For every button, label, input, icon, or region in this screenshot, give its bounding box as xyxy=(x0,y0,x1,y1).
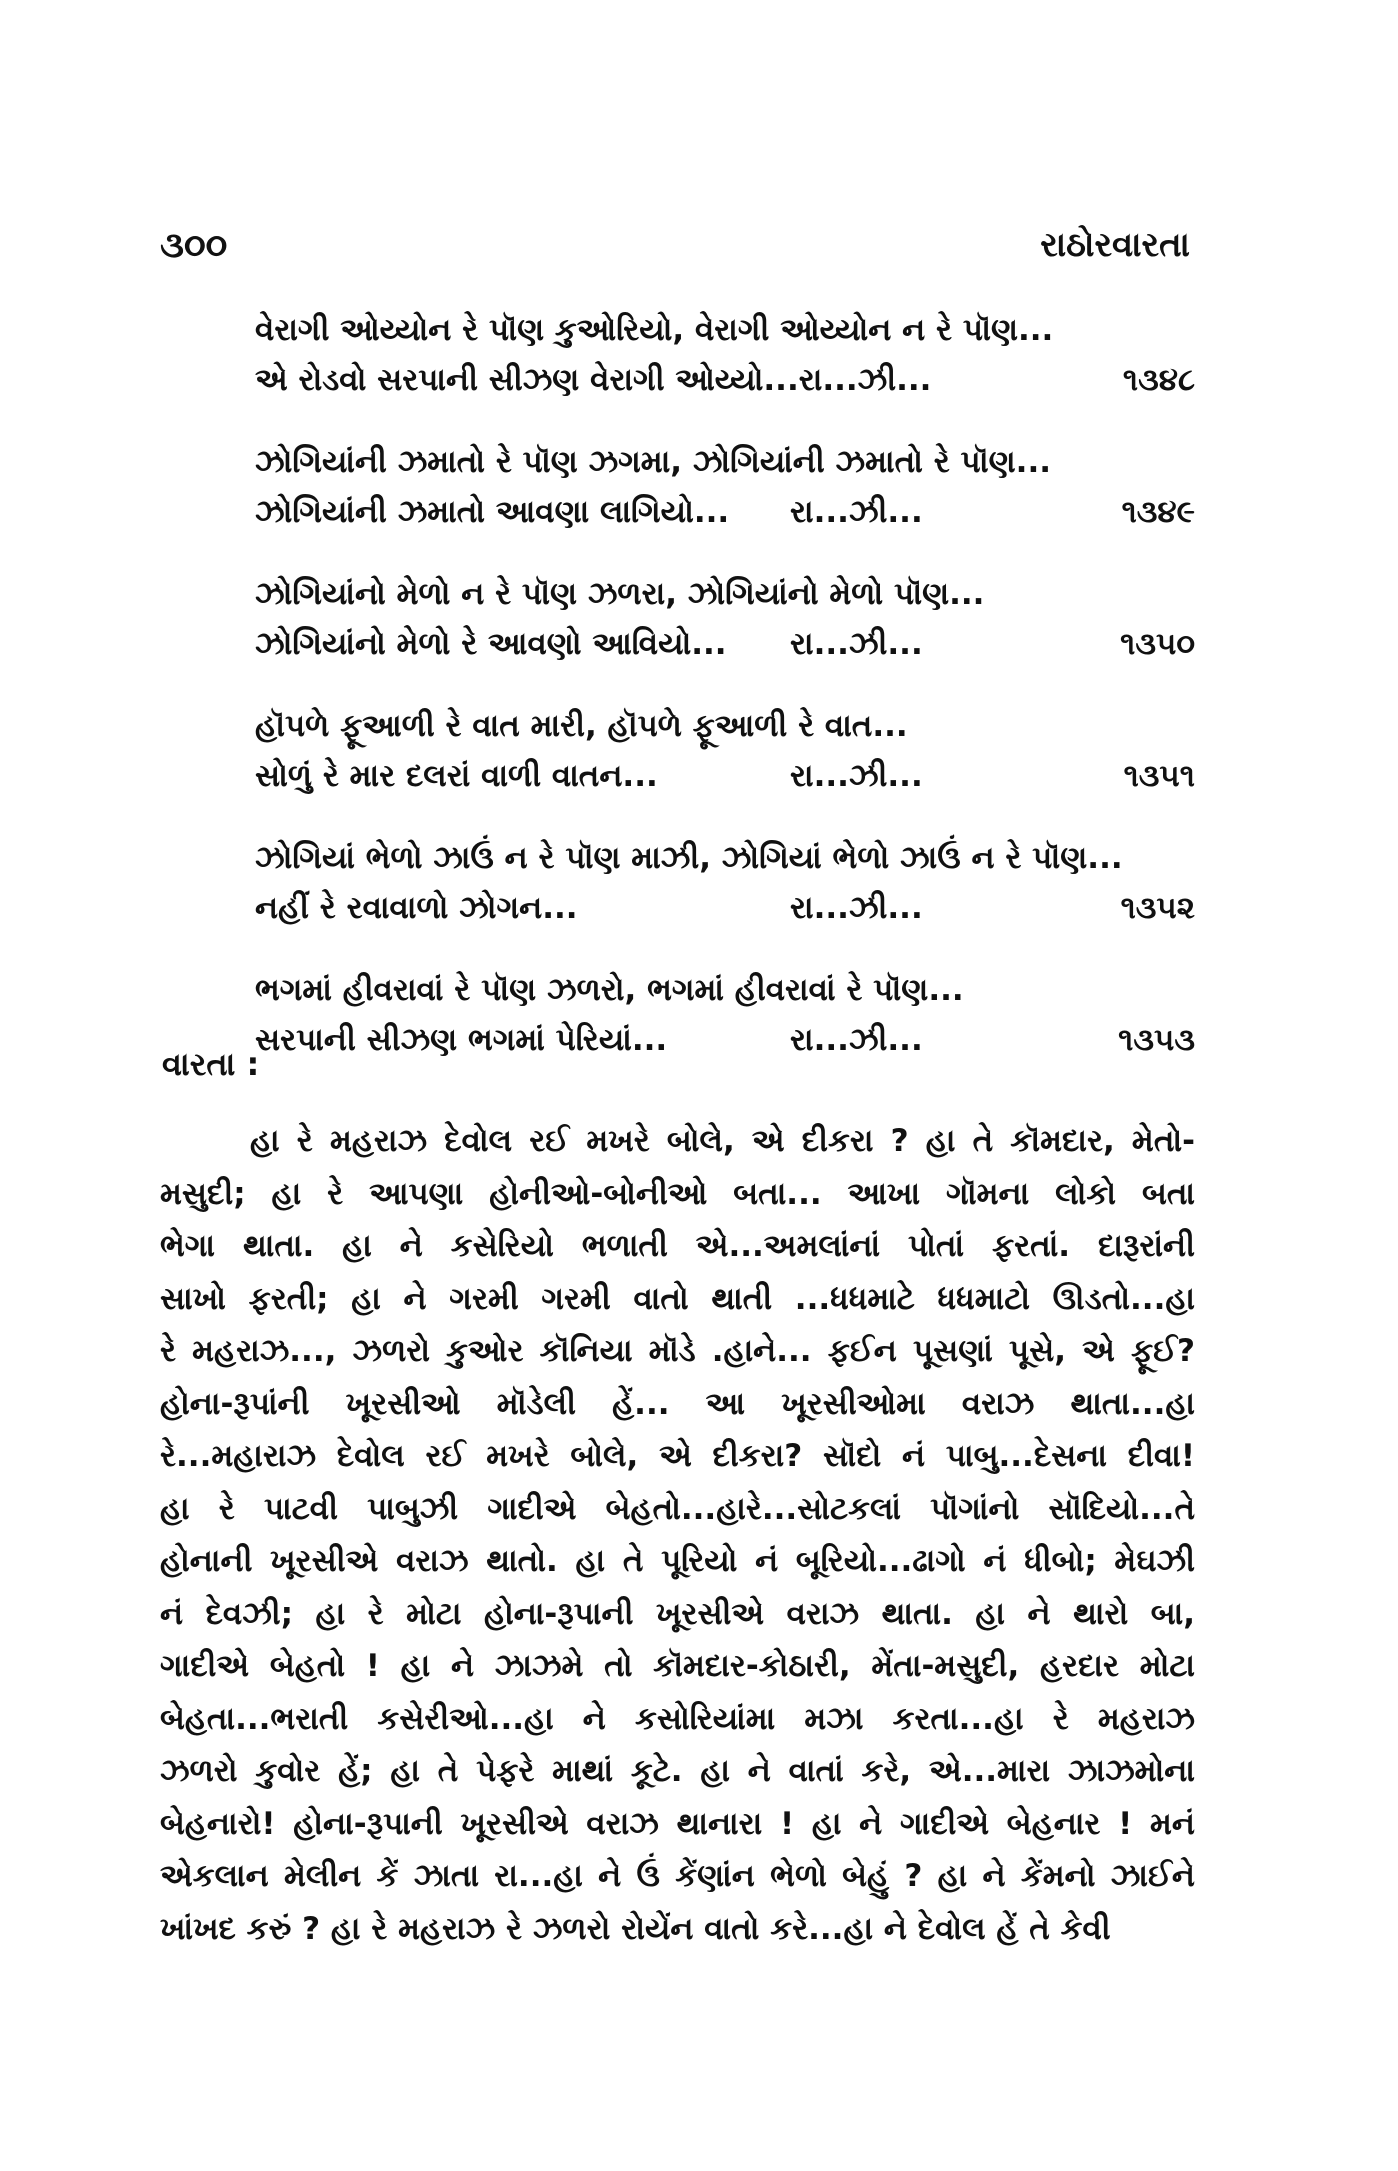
verse-text: એ રોડવો સરપાની સીઝણ વેરાગી ઓય્યો...રા...ઝી... xyxy=(255,362,932,398)
prose-line: ઝળરો કુવોર હેં; હા તે પેફરે માથાં કૂટે. હા ને વાતાં કરે, એ...મારા ઝાઝમોના xyxy=(160,1753,1195,1789)
prose-line: રે...મહારાઝ દેવોલ રઈ મખરે બોલે, એ દીકરા? સૉદો નં પાબુ...દેસના દીવા! xyxy=(160,1438,1195,1474)
prose-line: હા રે પાટવી પાબુઝી ગાદીએ બેહતો...હારે...સોટકલાં પૉગાંનો સૉદિયો...તે xyxy=(160,1490,1195,1527)
prose-line: ખાંખદ કરું ? હા રે મહરાઝ રે ઝળરો રોયેંન વાતો કરે...હા ને દેવોલ હેં તે કેવી xyxy=(160,1910,1111,1947)
prose-line: ગાદીએ બેહતો ! હા ને ઝાઝમે તો કૉમદાર-કોઠારી, મેંતા-મસુદી, હરદાર મોટા xyxy=(160,1648,1195,1684)
prose-line: બેહતા...ભરાતી કસેરીઓ...હા ને કસોરિયાંમા મઝા કરતા...હા રે મહરાઝ xyxy=(160,1700,1195,1737)
verse-line xyxy=(255,1015,1195,1065)
verse-block xyxy=(255,305,1195,1097)
prose-block xyxy=(160,1115,1195,1955)
prose-line: રે મહરાઝ..., ઝળરો કુઓર કૉનિયા મૉડે .હાને... ફઈન પૂસણાં પૂસે, એ ફૂઈ? xyxy=(160,1333,1195,1369)
verse-refrain: રા...ઝી... xyxy=(790,626,923,662)
verse-number: ૧૩૫૨ xyxy=(1120,890,1195,926)
verse-text: નહીં રે રવાવાળો ઝોગન... xyxy=(255,890,578,926)
verse-line xyxy=(255,883,1195,933)
verse-refrain: રા...ઝી... xyxy=(790,494,923,530)
verse-line xyxy=(255,619,1195,669)
prose-line: મસુદી; હા રે આપણા હોનીઓ-બોનીઓ બતા... આખા ગૉમના લોકો બતા xyxy=(160,1175,1195,1212)
running-title: રાઠોરવારતા xyxy=(1040,225,1190,265)
verse-refrain: રા...ઝી... xyxy=(790,1022,923,1058)
prose-line: હોના-રૂપાંની ખૂરસીઓ મૉડેલી હેં... આ ખૂરસીઓમા વરાઝ થાતા...હા xyxy=(160,1385,1195,1422)
verse-number: ૧૩૫૧ xyxy=(1123,758,1195,794)
verse-text: ઝોગિયાંની ઝમાતો રે પૉણ ઝગમા, ઝોગિયાંની ઝમાતો રે પૉણ... xyxy=(255,444,1052,480)
prose-line: સાખો ફરતી; હા ને ગરમી ગરમી વાતો થાતી ...ધધમાટે ધધમાટો ઊડતો...હા xyxy=(160,1280,1195,1317)
verse-line xyxy=(255,305,1195,355)
verse-text: સોળું રે માર દલરાં વાળી વાતન... xyxy=(255,758,658,794)
prose-line: નં દેવઝી; હા રે મોટા હોના-રૂપાની ખૂરસીએ વરાઝ થાતા. હા ને થારો બા, xyxy=(160,1595,1195,1632)
verse-text: ઝોગિયાં ભેળો ઝાઉં ન રે પૉણ માઝી, ઝોગિયાં ભેળો ઝાઉં ન રે પૉણ... xyxy=(255,840,1123,876)
verse-line xyxy=(255,487,1195,537)
verse-number: ૧૩૪૮ xyxy=(1122,362,1195,398)
prose-line: હા રે મહરાઝ દેવોલ રઈ મખરે બોલે, એ દીકરા ? હા તે કૉમદાર, મેતો- xyxy=(250,1123,1195,1159)
section-heading: વારતા : xyxy=(162,1045,260,1083)
verse-number: ૧૩૪૯ xyxy=(1121,494,1195,530)
verse-text: ઝોગિયાંનો મેળો ન રે પૉણ ઝળરા, ઝોગિયાંનો મેળો પૉણ... xyxy=(255,576,985,612)
verse-stanza xyxy=(255,833,1195,933)
verse-text: વેરાગી ઓય્યોન રે પૉણ કુઓરિયો, વેરાગી ઓય્યોન ન રે પૉણ... xyxy=(255,312,1054,348)
verse-stanza xyxy=(255,305,1195,405)
prose-line: હોનાની ખૂરસીએ વરાઝ થાતો. હા તે પૂરિયો નં બૂરિયો...ઢાગો નં ધીબો; મેઘઝી xyxy=(160,1543,1195,1579)
verse-stanza xyxy=(255,965,1195,1065)
verse-number: ૧૩૫૩ xyxy=(1118,1022,1195,1058)
prose-line: બેહનારો! હોના-રૂપાની ખૂરસીએ વરાઝ થાનારા ! હા ને ગાદીએ બેહનાર ! મનં xyxy=(160,1805,1195,1842)
verse-number: ૧૩૫૦ xyxy=(1120,626,1195,662)
verse-text: ઝોગિયાંનો મેળો રે આવણો આવિયો... xyxy=(255,626,727,662)
page-number: ૩૦૦ xyxy=(160,225,228,266)
verse-text: સરપાની સીઝણ ભગમાં પેરિયાં... xyxy=(255,1022,668,1058)
verse-stanza xyxy=(255,569,1195,669)
verse-line xyxy=(255,965,1195,1015)
verse-line xyxy=(255,437,1195,487)
verse-refrain: રા...ઝી... xyxy=(790,758,923,794)
verse-stanza xyxy=(255,437,1195,537)
verse-line xyxy=(255,751,1195,801)
verse-stanza xyxy=(255,701,1195,801)
prose-line: એકલાન મેલીન કેં ઝાતા રા...હા ને ઉં કેંણાંન ભેળો બેહું ? હા ને કેંમનો ઝાઈને xyxy=(160,1858,1195,1894)
verse-line xyxy=(255,833,1195,883)
verse-text: ઝોગિયાંની ઝમાતો આવણા લાગિયો... xyxy=(255,494,730,530)
verse-refrain: રા...ઝી... xyxy=(790,890,923,926)
verse-text: ભગમાં હીવરાવાં રે પૉણ ઝળરો, ભગમાં હીવરાવાં રે પૉણ... xyxy=(255,972,964,1008)
prose-line: ભેગા થાતા. હા ને કસેરિયો ભળાતી એ...અમલાંનાં પોતાં ફરતાં. દારૂરાંની xyxy=(160,1228,1195,1264)
verse-text: હૉપળે ફૂઆળી રે વાત મારી, હૉપળે ફૂઆળી રે વાત... xyxy=(255,708,908,744)
verse-line xyxy=(255,701,1195,751)
verse-line xyxy=(255,569,1195,619)
verse-line xyxy=(255,355,1195,405)
